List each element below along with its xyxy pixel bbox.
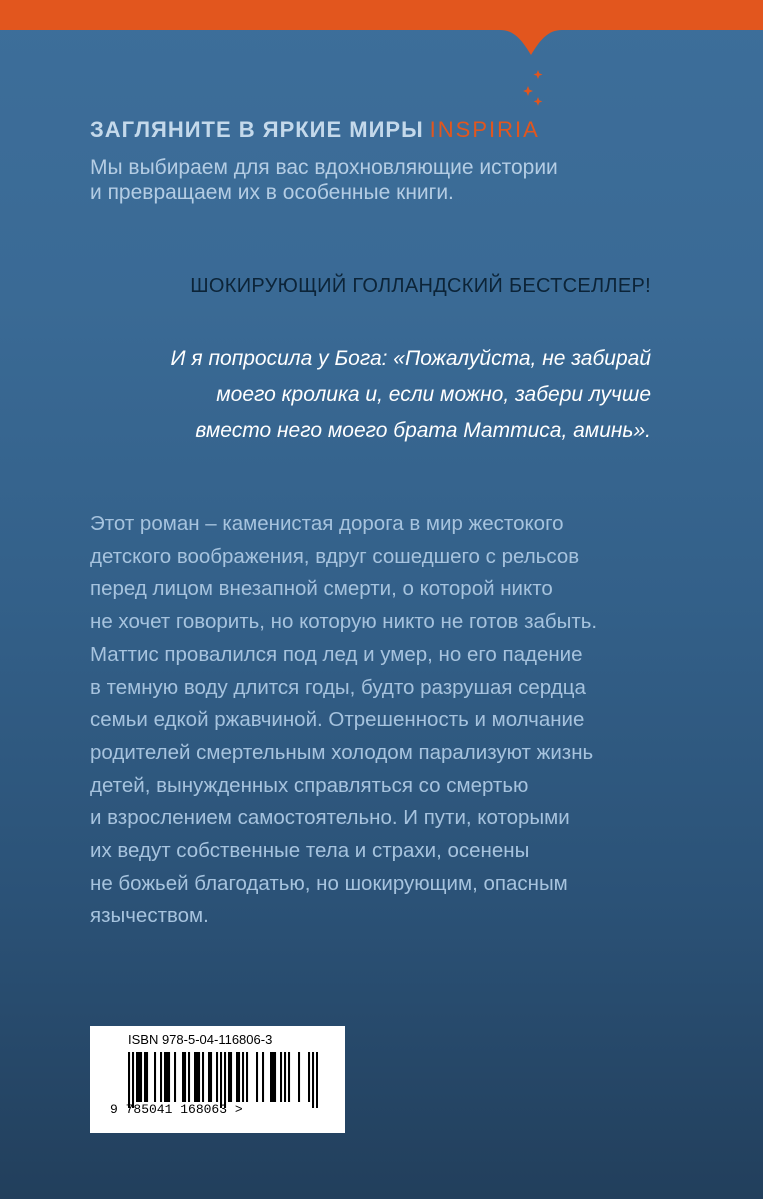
- barcode-bar: [242, 1052, 244, 1102]
- description-line: и превращаем их в особенные книги.: [90, 181, 454, 204]
- barcode-bar: [312, 1052, 314, 1108]
- isbn-label: ISBN 978-5-04-116806-3: [128, 1032, 273, 1047]
- barcode-bar: [164, 1052, 166, 1102]
- barcode-bar: [160, 1052, 162, 1102]
- barcode-bar: [270, 1052, 272, 1102]
- barcode-bar: [288, 1052, 290, 1102]
- isbn-barcode: [90, 1026, 345, 1133]
- barcode-bar: [140, 1052, 142, 1102]
- barcode-bar: [220, 1052, 222, 1108]
- barcode-bar: [298, 1052, 300, 1102]
- barcode-bar: [246, 1052, 248, 1102]
- barcode-bar: [194, 1052, 196, 1102]
- barcode-bar: [236, 1052, 238, 1102]
- barcode-bar: [228, 1052, 230, 1102]
- barcode-bar: [308, 1052, 310, 1102]
- barcode-bar: [238, 1052, 240, 1102]
- barcode-bar: [146, 1052, 148, 1102]
- barcode-bar: [144, 1052, 146, 1102]
- barcode-bar: [132, 1052, 134, 1108]
- barcode-bar: [182, 1052, 184, 1102]
- synopsis-line: их ведут собственные тела и страхи, осенены: [90, 839, 530, 863]
- barcode-bar: [168, 1052, 170, 1102]
- barcode-bar: [280, 1052, 282, 1102]
- barcode-bar: [316, 1052, 318, 1108]
- brand-description: [90, 155, 558, 205]
- synopsis-line: не хочет говорить, но которую никто не готов забыть.: [90, 610, 598, 634]
- synopsis-line: в темную воду длится годы, будто разрушая сердца: [90, 675, 586, 699]
- synopsis-line: не божьей благодатью, но шокирующим, опасным: [90, 871, 568, 895]
- barcode-bar: [230, 1052, 232, 1102]
- barcode-bar: [196, 1052, 198, 1102]
- quote-line: моего кролика и, если можно, забери лучше: [216, 383, 651, 406]
- barcode-bar: [284, 1052, 286, 1102]
- barcode-bar: [216, 1052, 218, 1102]
- barcode-bar: [184, 1052, 186, 1102]
- synopsis: [90, 508, 597, 933]
- synopsis-line: детского воображения, вдруг сошедшего с рельсов: [90, 544, 580, 568]
- barcode-bar: [274, 1052, 276, 1102]
- brand-tagline: [90, 117, 540, 143]
- synopsis-line: семьи едкой ржавчиной. Отрешенность и молчание: [90, 708, 585, 732]
- barcode-bar: [202, 1052, 204, 1102]
- barcode-bar: [128, 1052, 130, 1108]
- quote: [171, 341, 651, 449]
- description-line: Мы выбираем для вас вдохновляющие истории: [90, 156, 558, 179]
- headline: ШОКИРУЮЩИЙ ГОЛЛАНДСКИЙ БЕСТСЕЛЛЕР!: [190, 275, 651, 297]
- barcode-bar: [272, 1052, 274, 1102]
- barcode-bar: [166, 1052, 168, 1102]
- barcode-bar: [136, 1052, 138, 1102]
- synopsis-line: и взрослением самостоятельно. И пути, которыми: [90, 806, 570, 830]
- sparkle-stars-icon: [0, 0, 763, 130]
- synopsis-line: детей, вынужденных справляться со смертью: [90, 773, 529, 797]
- barcode-digits: 9 785041 168063 >: [110, 1102, 243, 1117]
- barcode-bar: [198, 1052, 200, 1102]
- barcode-bar: [138, 1052, 140, 1102]
- barcode-bar: [224, 1052, 226, 1108]
- synopsis-line: Этот роман – каменистая дорога в мир жестокого: [90, 512, 564, 535]
- synopsis-line: язычеством.: [90, 904, 209, 928]
- barcode-bar: [256, 1052, 258, 1102]
- barcode-bar: [188, 1052, 190, 1102]
- quote-line: вместо него моего брата Маттиса, аминь».: [195, 419, 651, 442]
- tagline-text: ЗАГЛЯНИТЕ В ЯРКИЕ МИРЫ: [90, 117, 424, 142]
- synopsis-line: Маттис провалился под лед и умер, но его падение: [90, 642, 583, 666]
- synopsis-line: перед лицом внезапной смерти, о которой никто: [90, 577, 553, 601]
- barcode-bar: [154, 1052, 156, 1102]
- barcode-bar: [174, 1052, 176, 1102]
- quote-line: И я попросила у Бога: «Пожалуйста, не забирай: [170, 347, 651, 370]
- barcode-bar: [208, 1052, 210, 1102]
- barcode-bar: [210, 1052, 212, 1102]
- barcode-bar: [262, 1052, 264, 1102]
- synopsis-line: родителей смертельным холодом парализуют жизнь: [90, 740, 594, 764]
- brand-name: INSPIRIA: [429, 117, 540, 142]
